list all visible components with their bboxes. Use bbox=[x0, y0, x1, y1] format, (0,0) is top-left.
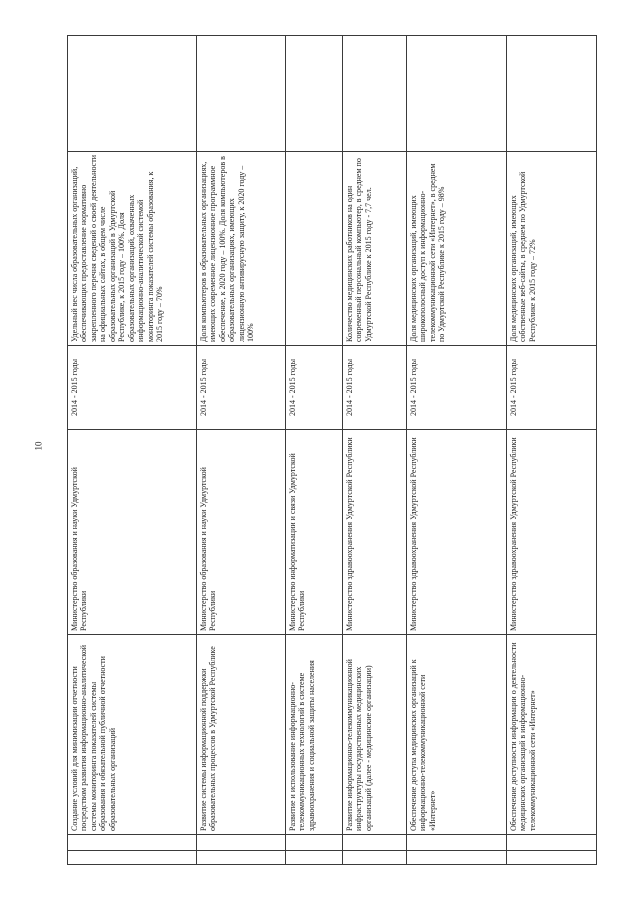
executor-cell: Министерство здравоохранения Удмуртской Республики bbox=[507, 430, 597, 635]
blank-cell bbox=[507, 851, 597, 865]
blank-cell bbox=[68, 835, 197, 851]
table-row bbox=[286, 36, 343, 865]
executor-cell: Министерство здравоохранения Удмуртской Республики bbox=[407, 430, 507, 635]
rotated-table-frame bbox=[67, 36, 596, 865]
blank-cell bbox=[286, 851, 343, 865]
notes-cell bbox=[286, 36, 343, 152]
indicator-cell: Доля медицинских организаций, имеющих широкополосный доступ к информационно-телекоммуникационной сети «Интернет», в среднем по Удмуртской Республике к 2015 году – 98% bbox=[407, 152, 507, 346]
task-cell: Обеспечение доступности информации о деятельности медицинских организаций в информационно-телекоммуникационной сети «Интернет» bbox=[507, 635, 597, 835]
indicator-cell: Доля медицинских организаций, имеющих собственные веб-сайты, в среднем по Удмуртской Республике к 2015 году – 72% bbox=[507, 152, 597, 346]
table-row bbox=[343, 36, 407, 865]
indicator-cell: Количество медицинских работников на один современный персональный компьютер, в среднем по Удмуртской Республике к 2015 году - 7,7 чел. bbox=[343, 152, 407, 346]
notes-cell bbox=[197, 36, 286, 152]
blank-cell bbox=[407, 835, 507, 851]
indicator-cell bbox=[286, 152, 343, 346]
page-number: 10 bbox=[33, 441, 44, 451]
blank-cell bbox=[343, 851, 407, 865]
notes-cell bbox=[68, 36, 197, 152]
executor-cell: Министерство образования и науки Удмуртской Республики bbox=[197, 430, 286, 635]
blank-cell bbox=[68, 851, 197, 865]
landscape-page bbox=[67, 36, 596, 865]
table-row bbox=[68, 36, 197, 865]
executor-cell: Министерство образования и науки Удмуртской Республики bbox=[68, 430, 197, 635]
blank-cell bbox=[407, 851, 507, 865]
task-cell: Развитие информационно-телекоммуникационной инфраструктуры государственных медицинских организаций (далее - медицинские организации) bbox=[343, 635, 407, 835]
period-cell: 2014 - 2015 годы bbox=[507, 346, 597, 430]
table-row bbox=[507, 36, 597, 865]
blank-cell bbox=[197, 851, 286, 865]
executor-cell: Министерство информатизации и связи Удмуртской Республики bbox=[286, 430, 343, 635]
table-row bbox=[407, 36, 507, 865]
table-row bbox=[197, 36, 286, 865]
program-table bbox=[67, 35, 597, 865]
period-cell: 2014 - 2015 годы bbox=[343, 346, 407, 430]
period-cell: 2014 - 2015 годы bbox=[407, 346, 507, 430]
task-cell: Развитие и использование информационно-телекоммуникационных технологий в системе здравоохранения и социальной защиты населения bbox=[286, 635, 343, 835]
blank-cell bbox=[286, 835, 343, 851]
indicator-cell: Доля компьютеров в образовательных организациях, имеющих современное лицензионное программное обеспечение, к 2020 году – 100%. Доля компьютеров в образовательных организациях, имеющих лицензионную антивирусную защиту, к 2020 году – 100% bbox=[197, 152, 286, 346]
blank-cell bbox=[197, 835, 286, 851]
indicator-cell: Удельный вес числа образовательных организаций, обеспечивающих предоставление нормативно закрепленного перечня сведений о своей деятельности на официальных сайтах, в общем числе образовательных организаций в Удмуртской Республике, к 2015 году – 100%. Доля образовательных организаций, охваченных информационно-аналитической системой мониторинга показателей системы образования, к 2015 году – 70% bbox=[68, 152, 197, 346]
notes-cell bbox=[343, 36, 407, 152]
period-cell: 2014 - 2015 годы bbox=[286, 346, 343, 430]
task-cell: Создание условий для минимизации отчетности посредством развития информационно-аналитической системы мониторинга показателей системы образования и обязательной публичной отчетности образовательных организаций bbox=[68, 635, 197, 835]
period-cell: 2014 - 2015 годы bbox=[68, 346, 197, 430]
executor-cell: Министерство здравоохранения Удмуртской Республики bbox=[343, 430, 407, 635]
task-cell: Обеспечение доступа медицинских организаций к информационно-телекоммуникационной сети «Интернет» bbox=[407, 635, 507, 835]
notes-cell bbox=[507, 36, 597, 152]
task-cell: Развитие системы информационной поддержки образовательных процессов в Удмуртской Республике bbox=[197, 635, 286, 835]
notes-cell bbox=[407, 36, 507, 152]
period-cell: 2014 - 2015 годы bbox=[197, 346, 286, 430]
blank-cell bbox=[507, 835, 597, 851]
blank-cell bbox=[343, 835, 407, 851]
